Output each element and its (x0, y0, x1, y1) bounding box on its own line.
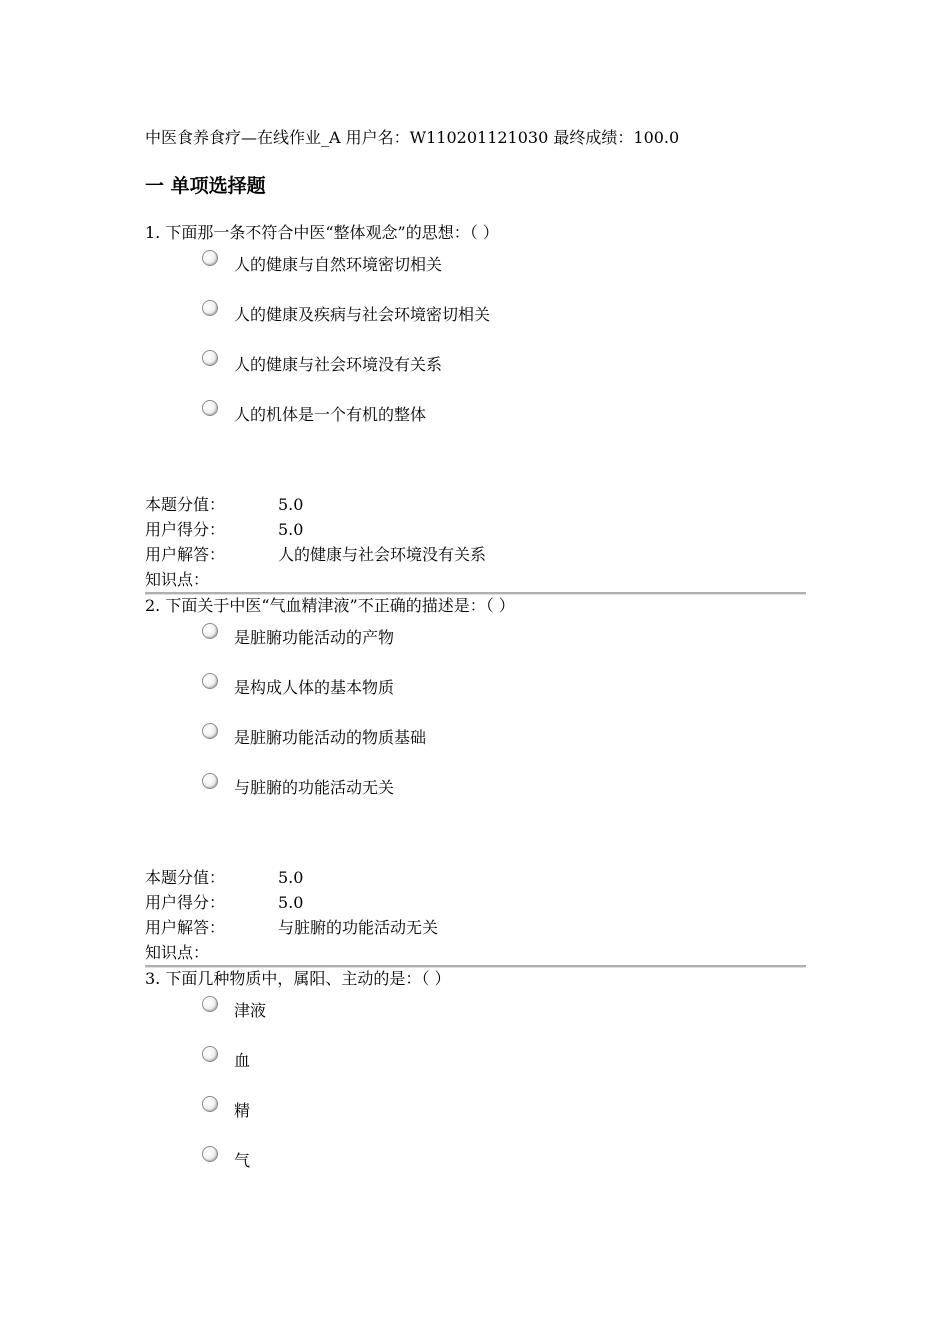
option-c[interactable] (202, 1094, 806, 1144)
radio-button-icon[interactable] (202, 996, 218, 1012)
user-answer-label: 用户解答： (145, 918, 226, 937)
option-a[interactable] (202, 248, 806, 298)
option-c[interactable] (202, 348, 806, 398)
radio-button-icon[interactable] (202, 1096, 218, 1112)
section-title: 一 单项选择题 (145, 175, 266, 197)
radio-button-icon[interactable] (202, 400, 218, 416)
question-result (145, 492, 806, 592)
points-label: 本题分值： (145, 868, 226, 887)
user-score-label: 用户得分： (145, 893, 226, 912)
option-list (202, 994, 806, 1194)
radio-button-icon[interactable] (202, 350, 218, 366)
option-label: 是脏腑功能活动的物质基础 (234, 728, 427, 747)
points-value: 5.0 (278, 495, 304, 514)
option-label: 人的健康及疾病与社会环境密切相关 (234, 305, 491, 324)
option-a[interactable] (202, 994, 806, 1044)
option-a[interactable] (202, 621, 806, 671)
option-label: 与脏腑的功能活动无关 (234, 778, 395, 797)
question-3 (145, 968, 806, 1194)
radio-button-icon[interactable] (202, 623, 218, 639)
knowledge-label: 知识点： (145, 570, 210, 589)
question-stem: 3. 下面几种物质中，属阳、主动的是：（ ） (145, 969, 451, 988)
knowledge-label: 知识点： (145, 943, 210, 962)
question-stem: 2. 下面关于中医“气血精津液”不正确的描述是：（ ） (145, 596, 515, 615)
question-1 (145, 222, 806, 595)
radio-button-icon[interactable] (202, 723, 218, 739)
user-score-value: 5.0 (278, 520, 304, 539)
question-stem: 1. 下面那一条不符合中医“整体观念”的思想：（ ） (145, 223, 499, 242)
radio-button-icon[interactable] (202, 300, 218, 316)
user-score-value: 5.0 (278, 893, 304, 912)
username: W110201121030 (409, 128, 549, 147)
user-answer-value: 人的健康与社会环境没有关系 (278, 545, 487, 564)
option-label: 津液 (234, 1001, 267, 1020)
option-label: 精 (234, 1101, 251, 1120)
user-score-label: 用户得分： (145, 520, 226, 539)
points-value: 5.0 (278, 868, 304, 887)
option-label: 人的机体是一个有机的整体 (234, 405, 427, 424)
option-label: 血 (234, 1051, 251, 1070)
radio-button-icon[interactable] (202, 773, 218, 789)
option-list (202, 248, 806, 448)
option-label: 气 (234, 1151, 251, 1170)
page-header (145, 127, 679, 149)
final-score-label: 最终成绩： (553, 128, 634, 147)
option-d[interactable] (202, 398, 806, 448)
option-d[interactable] (202, 771, 806, 821)
user-answer-label: 用户解答： (145, 545, 226, 564)
option-b[interactable] (202, 298, 806, 348)
option-d[interactable] (202, 1144, 806, 1194)
option-c[interactable] (202, 721, 806, 771)
radio-button-icon[interactable] (202, 250, 218, 266)
assignment-title: 中医食养食疗—在线作业_A (145, 128, 341, 147)
radio-button-icon[interactable] (202, 673, 218, 689)
option-label: 是脏腑功能活动的产物 (234, 628, 395, 647)
username-label: 用户名： (345, 128, 410, 147)
question-2 (145, 595, 806, 968)
option-label: 是构成人体的基本物质 (234, 678, 395, 697)
radio-button-icon[interactable] (202, 1146, 218, 1162)
user-answer-value: 与脏腑的功能活动无关 (278, 918, 439, 937)
option-list (202, 621, 806, 821)
final-score: 100.0 (633, 128, 680, 147)
radio-button-icon[interactable] (202, 1046, 218, 1062)
question-result (145, 865, 806, 965)
option-b[interactable] (202, 671, 806, 721)
option-b[interactable] (202, 1044, 806, 1094)
option-label: 人的健康与自然环境密切相关 (234, 255, 443, 274)
points-label: 本题分值： (145, 495, 226, 514)
option-label: 人的健康与社会环境没有关系 (234, 355, 443, 374)
